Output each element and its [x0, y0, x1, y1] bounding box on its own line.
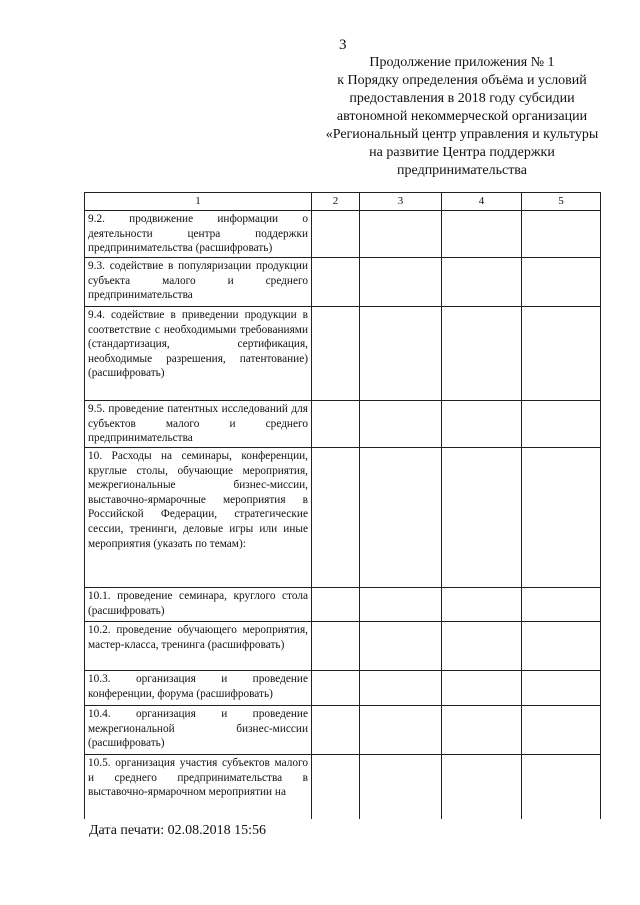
empty-cell [522, 588, 601, 622]
table-row [85, 622, 601, 671]
row-description: 10.5. организация участия субъектов малого и среднего предпринимательства в выставочно-ярмарочном мероприятии на [85, 755, 312, 819]
empty-cell [522, 401, 601, 448]
table-row [85, 588, 601, 622]
empty-cell [442, 622, 522, 671]
table-row [85, 211, 601, 258]
empty-cell [442, 211, 522, 258]
header-line: «Региональный центр управления и культуры [325, 127, 599, 142]
empty-cell [312, 448, 360, 588]
row-description: 10.2. проведение обучающего мероприятия, мастер-класса, тренинга (расшифровать) [85, 622, 312, 671]
row-description: 9.2. продвижение информации о деятельности центра поддержки предпринимательства (расшифровать) [85, 211, 312, 258]
row-description: 9.4. содействие в приведении продукции в соответствие с необходимыми требованиями (стандартизация, сертификация, необходимые разрешения, патентование) (расшифровать) [85, 307, 312, 401]
table-row [85, 307, 601, 401]
empty-cell [312, 258, 360, 307]
row-description: 10.4. организация и проведение межрегиональной бизнес-миссии (расшифровать) [85, 706, 312, 755]
row-description: 9.5. проведение патентных исследований для субъектов малого и среднего предпринимательства [85, 401, 312, 448]
empty-cell [312, 671, 360, 706]
empty-cell [442, 258, 522, 307]
empty-cell [360, 755, 442, 819]
table-row [85, 258, 601, 307]
empty-cell [312, 211, 360, 258]
empty-cell [360, 671, 442, 706]
empty-cell [360, 211, 442, 258]
page-number: 3 [339, 37, 347, 53]
empty-cell [360, 258, 442, 307]
table-row [85, 448, 601, 588]
header-line: предпринимательства [397, 163, 527, 178]
table-row [85, 706, 601, 755]
column-header: 1 [85, 193, 312, 211]
expenses-table [84, 192, 601, 819]
row-description: 10.3. организация и проведение конференции, форума (расшифровать) [85, 671, 312, 706]
empty-cell [442, 401, 522, 448]
empty-cell [442, 671, 522, 706]
column-header: 5 [522, 193, 601, 211]
empty-cell [312, 307, 360, 401]
appendix-header [292, 54, 632, 180]
empty-cell [312, 622, 360, 671]
empty-cell [522, 307, 601, 401]
empty-cell [360, 401, 442, 448]
column-header: 3 [360, 193, 442, 211]
empty-cell [360, 706, 442, 755]
table-row [85, 755, 601, 819]
column-header: 4 [442, 193, 522, 211]
empty-cell [522, 622, 601, 671]
empty-cell [522, 211, 601, 258]
empty-cell [522, 671, 601, 706]
header-line: Продолжение приложения № 1 [369, 55, 555, 70]
empty-cell [442, 448, 522, 588]
print-date: Дата печати: 02.08.2018 15:56 [89, 823, 267, 838]
row-description: 10. Расходы на семинары, конференции, круглые столы, обучающие мероприятия, межрегиональные бизнес-миссии, выставочно-ярмарочные мероприятия в Российской Федерации, стратегические сессии, тренинги, деловые игры или иные мероприятия (указать по темам): [85, 448, 312, 588]
row-description: 9.3. содействие в популяризации продукции субъекта малого и среднего предпринимательства [85, 258, 312, 307]
header-line: к Порядку определения объёма и условий [337, 73, 587, 88]
header-line: предоставления в 2018 году субсидии [349, 91, 575, 106]
empty-cell [522, 706, 601, 755]
empty-cell [312, 588, 360, 622]
header-line: на развитие Центра поддержки [369, 145, 555, 160]
empty-cell [442, 588, 522, 622]
empty-cell [312, 755, 360, 819]
empty-cell [522, 755, 601, 819]
column-header: 2 [312, 193, 360, 211]
empty-cell [360, 588, 442, 622]
table-row [85, 671, 601, 706]
empty-cell [442, 706, 522, 755]
header-line: автономной некоммерческой организации [336, 109, 588, 124]
empty-cell [312, 706, 360, 755]
empty-cell [360, 448, 442, 588]
table-header-row [85, 193, 601, 211]
empty-cell [522, 258, 601, 307]
empty-cell [442, 755, 522, 819]
empty-cell [360, 622, 442, 671]
empty-cell [442, 307, 522, 401]
empty-cell [360, 307, 442, 401]
table-row [85, 401, 601, 448]
empty-cell [522, 448, 601, 588]
row-description: 10.1. проведение семинара, круглого стола (расшифровать) [85, 588, 312, 622]
empty-cell [312, 401, 360, 448]
